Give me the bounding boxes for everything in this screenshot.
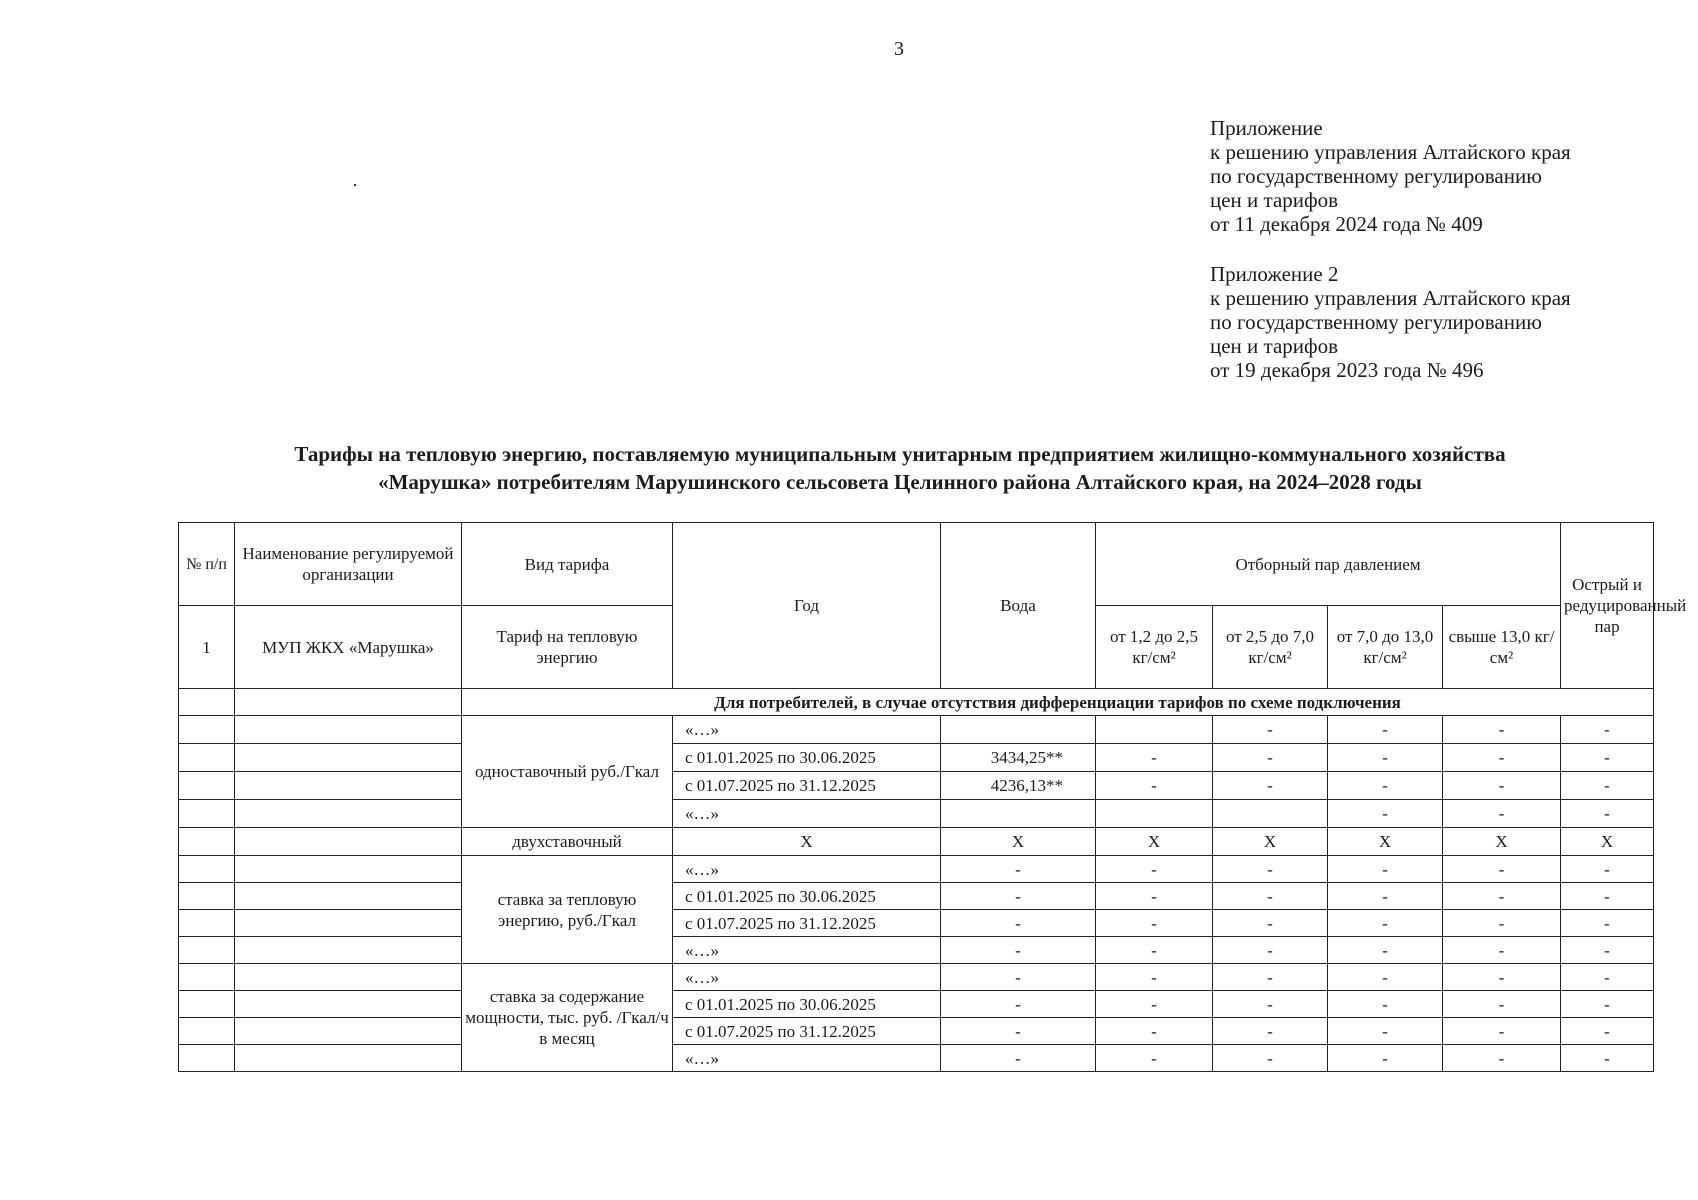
cell-steam-2: - (1213, 1018, 1328, 1045)
title-line: Тарифы на тепловую энергию, поставляемую муниципальным унитарным предприятием жилищно-коммунального хозяйства (294, 442, 1506, 466)
cell-steam-3: - (1328, 964, 1443, 991)
table-row (179, 744, 1654, 772)
cell-water: - (941, 991, 1096, 1018)
cell-steam-1: - (1096, 744, 1213, 772)
cell-steam-3: - (1328, 1018, 1443, 1045)
cell-water: - (941, 1045, 1096, 1072)
empty-cell (179, 1018, 235, 1045)
page-number: 3 (894, 38, 904, 60)
cell-water: 3434,25** (941, 744, 1096, 772)
approval-line: цен и тарифов (1210, 334, 1339, 358)
table-row (179, 991, 1654, 1018)
tariff-group-label: ставка за тепловую энергию, руб./Гкал (462, 856, 673, 964)
col-header-year: Год (673, 523, 941, 689)
cell-steam-2: - (1213, 883, 1328, 910)
approval-line: к решению управления Алтайского края (1210, 140, 1571, 164)
cell-year: «…» (673, 937, 941, 964)
cell-steam-5: - (1561, 1018, 1654, 1045)
empty-cell (179, 772, 235, 800)
cell-year: «…» (673, 856, 941, 883)
col-header-steam-2: от 2,5 до 7,0 кг/см² (1213, 606, 1328, 689)
cell-steam-3: - (1328, 744, 1443, 772)
empty-cell (179, 937, 235, 964)
cell-steam-4: - (1443, 800, 1561, 828)
empty-cell (235, 964, 462, 991)
table-row (179, 828, 1654, 856)
table-row (179, 1045, 1654, 1072)
scan-speck (354, 184, 356, 186)
cell-water: - (941, 937, 1096, 964)
cell-steam-4: - (1443, 937, 1561, 964)
tariff-group-label: двухставочный (462, 828, 673, 856)
cell-steam-1: - (1096, 991, 1213, 1018)
empty-cell (179, 856, 235, 883)
cell-year: с 01.01.2025 по 30.06.2025 (673, 744, 941, 772)
cell-steam-4: - (1443, 991, 1561, 1018)
cell-year: Х (673, 828, 941, 856)
cell-steam-1: - (1096, 1018, 1213, 1045)
cell-steam-5: - (1561, 772, 1654, 800)
empty-cell (235, 1045, 462, 1072)
approval-line: по государственному регулированию (1210, 164, 1542, 188)
empty-cell (179, 883, 235, 910)
empty-cell (235, 883, 462, 910)
cell-steam-4: - (1443, 772, 1561, 800)
cell-water: - (941, 910, 1096, 937)
cell-steam-4: Х (1443, 828, 1561, 856)
cell-steam-5: - (1561, 964, 1654, 991)
col-header-org: Наименование регулируемой организации (235, 523, 462, 606)
table-row (179, 1018, 1654, 1045)
col-header-steam-1: от 1,2 до 2,5 кг/см² (1096, 606, 1213, 689)
table-row (179, 856, 1654, 883)
cell-steam-2: - (1213, 991, 1328, 1018)
section-heading: Для потребителей, в случае отсутствия дифференциации тарифов по схеме подключения (462, 689, 1654, 716)
cell-steam-5: Х (1561, 828, 1654, 856)
empty-cell (179, 689, 235, 716)
empty-cell (179, 991, 235, 1018)
tariff-table (178, 522, 1687, 1072)
empty-cell (179, 910, 235, 937)
cell-steam-5: - (1561, 991, 1654, 1018)
empty-cell (235, 744, 462, 772)
cell-steam-1: - (1096, 910, 1213, 937)
cell-water (941, 800, 1096, 828)
cell-year: «…» (673, 964, 941, 991)
cell-org: МУП ЖКХ «Марушка» (235, 606, 462, 689)
section-row (179, 689, 1654, 716)
approval-line: Приложение (1210, 116, 1323, 140)
table-row (179, 772, 1654, 800)
cell-steam-5: - (1561, 910, 1654, 937)
cell-water: - (941, 1018, 1096, 1045)
approval-line: от 11 декабря 2024 года № 409 (1210, 212, 1483, 236)
empty-cell (179, 1045, 235, 1072)
cell-steam-2: - (1213, 744, 1328, 772)
cell-water: - (941, 856, 1096, 883)
col-header-num: № п/п (179, 523, 235, 606)
approval-line: цен и тарифов (1210, 188, 1339, 212)
cell-steam-2: - (1213, 937, 1328, 964)
cell-steam-4: - (1443, 856, 1561, 883)
empty-cell (179, 800, 235, 828)
cell-steam-1: - (1096, 1045, 1213, 1072)
col-header-water: Вода (941, 523, 1096, 689)
approval-line: Приложение 2 (1210, 262, 1339, 286)
cell-steam-2: - (1213, 772, 1328, 800)
document-title (150, 440, 1650, 496)
tariff-group-label: одноставочный руб./Гкал (462, 716, 673, 828)
cell-steam-4: - (1443, 964, 1561, 991)
cell-steam-5: - (1561, 883, 1654, 910)
cell-steam-3: - (1328, 800, 1443, 828)
empty-cell (235, 716, 462, 744)
cell-steam-3: Х (1328, 828, 1443, 856)
table-row (179, 964, 1654, 991)
cell-water (941, 716, 1096, 744)
cell-steam-4: - (1443, 716, 1561, 744)
cell-steam-2: - (1213, 856, 1328, 883)
cell-steam-3: - (1328, 716, 1443, 744)
cell-year: с 01.07.2025 по 31.12.2025 (673, 1018, 941, 1045)
cell-steam-2: - (1213, 910, 1328, 937)
approval-block-1 (1210, 116, 1571, 236)
empty-cell (235, 1018, 462, 1045)
cell-steam-4: - (1443, 910, 1561, 937)
cell-steam-1: - (1096, 964, 1213, 991)
cell-steam-3: - (1328, 991, 1443, 1018)
col-header-acute-steam: Острый и редуцированный пар (1561, 523, 1654, 689)
empty-cell (235, 991, 462, 1018)
cell-year: «…» (673, 1045, 941, 1072)
approval-line: по государственному регулированию (1210, 310, 1542, 334)
cell-steam-1: - (1096, 856, 1213, 883)
cell-year: «…» (673, 800, 941, 828)
cell-steam-4: - (1443, 744, 1561, 772)
cell-water: Х (941, 828, 1096, 856)
approval-line: к решению управления Алтайского края (1210, 286, 1571, 310)
approval-line: от 19 декабря 2023 года № 496 (1210, 358, 1484, 382)
cell-water: - (941, 883, 1096, 910)
empty-cell (235, 910, 462, 937)
cell-steam-4: - (1443, 1018, 1561, 1045)
empty-cell (179, 828, 235, 856)
cell-steam-3: - (1328, 1045, 1443, 1072)
cell-steam-5: - (1561, 800, 1654, 828)
empty-cell (235, 689, 462, 716)
cell-steam-1: - (1096, 772, 1213, 800)
table-row (179, 800, 1654, 828)
cell-water: - (941, 964, 1096, 991)
table-row (179, 910, 1654, 937)
cell-steam-1: - (1096, 937, 1213, 964)
table-row (179, 883, 1654, 910)
cell-num: 1 (179, 606, 235, 689)
cell-steam-2: - (1213, 1045, 1328, 1072)
empty-cell (179, 964, 235, 991)
col-header-tariff-type: Вид тарифа (462, 523, 673, 606)
cell-steam-5: - (1561, 937, 1654, 964)
title-line: «Марушка» потребителям Марушинского сельсовета Целинного района Алтайского края, на 2024–2028 годы (378, 470, 1422, 494)
cell-year: с 01.01.2025 по 30.06.2025 (673, 991, 941, 1018)
cell-steam-4: - (1443, 883, 1561, 910)
cell-steam-5: - (1561, 716, 1654, 744)
cell-steam-2: - (1213, 964, 1328, 991)
cell-steam-3: - (1328, 910, 1443, 937)
approval-block-2 (1210, 262, 1571, 382)
cell-year: «…» (673, 716, 941, 744)
cell-steam-5: - (1561, 1045, 1654, 1072)
empty-cell (235, 856, 462, 883)
table-row (179, 937, 1654, 964)
cell-steam-3: - (1328, 883, 1443, 910)
empty-cell (179, 744, 235, 772)
cell-steam-1: Х (1096, 828, 1213, 856)
cell-steam-5: - (1561, 744, 1654, 772)
col-header-steam: Отборный пар давлением (1096, 523, 1561, 606)
col-header-steam-4: свыше 13,0 кг/см² (1443, 606, 1561, 689)
cell-steam-1 (1096, 716, 1213, 744)
cell-steam-3: - (1328, 772, 1443, 800)
table-row (179, 716, 1654, 744)
cell-year: с 01.07.2025 по 31.12.2025 (673, 910, 941, 937)
empty-cell (179, 716, 235, 744)
empty-cell (235, 772, 462, 800)
empty-cell (235, 828, 462, 856)
cell-year: с 01.07.2025 по 31.12.2025 (673, 772, 941, 800)
cell-year: с 01.01.2025 по 30.06.2025 (673, 883, 941, 910)
cell-tariff: Тариф на тепловую энергию (462, 606, 673, 689)
empty-cell (235, 937, 462, 964)
cell-steam-4: - (1443, 1045, 1561, 1072)
cell-steam-5: - (1561, 856, 1654, 883)
cell-water: 4236,13** (941, 772, 1096, 800)
cell-steam-3: - (1328, 937, 1443, 964)
cell-steam-2: Х (1213, 828, 1328, 856)
tariff-group-label: ставка за содержание мощности, тыс. руб. /Гкал/ч в месяц (462, 964, 673, 1072)
cell-steam-1 (1096, 800, 1213, 828)
col-header-steam-3: от 7,0 до 13,0 кг/см² (1328, 606, 1443, 689)
empty-cell (235, 800, 462, 828)
cell-steam-3: - (1328, 856, 1443, 883)
cell-steam-2 (1213, 800, 1328, 828)
header-row (179, 523, 1654, 606)
cell-steam-2: - (1213, 716, 1328, 744)
cell-steam-1: - (1096, 883, 1213, 910)
